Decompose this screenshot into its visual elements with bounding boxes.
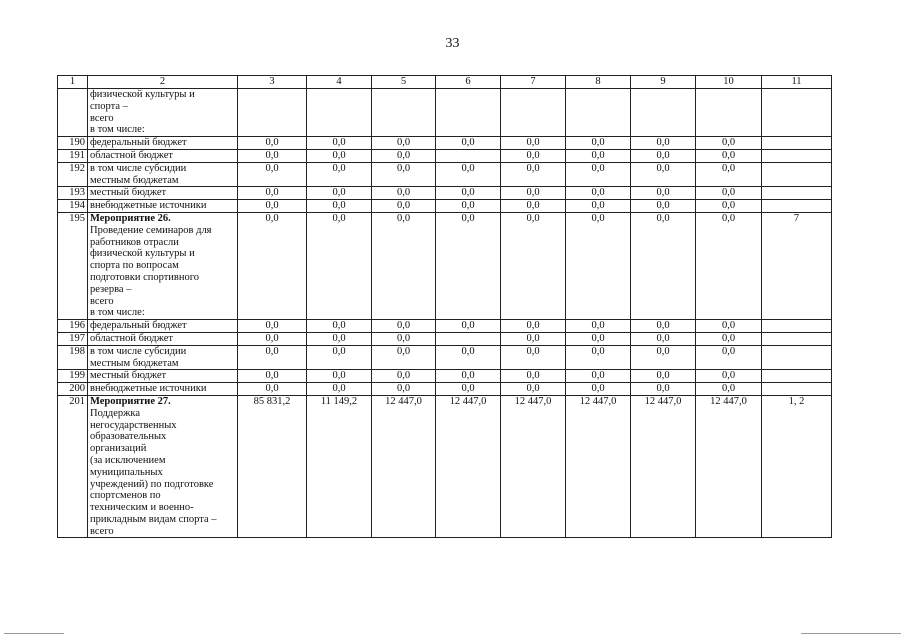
note-cell: 1, 2 [762, 395, 832, 538]
budget-table [57, 75, 832, 538]
value-cell: 0,0 [307, 162, 372, 187]
scan-edge-line [801, 633, 901, 634]
description-line: в том числе субсидии [90, 345, 187, 357]
value-cell: 0,0 [238, 200, 307, 213]
table-row [58, 383, 832, 396]
note-cell [762, 370, 832, 383]
row-description [88, 187, 238, 200]
table-header-row [58, 76, 832, 89]
row-description [88, 345, 238, 370]
description-line: негосударственных [90, 419, 177, 431]
activity-title: Мероприятие 27. [90, 395, 171, 407]
value-cell: 0,0 [307, 149, 372, 162]
value-cell: 0,0 [696, 320, 762, 333]
value-cell: 0,0 [501, 383, 566, 396]
description-line: муниципальных [90, 466, 163, 478]
value-cell: 0,0 [631, 162, 696, 187]
value-cell: 0,0 [631, 149, 696, 162]
description-line: работников отрасли [90, 236, 179, 248]
row-number: 198 [58, 345, 88, 370]
table-row [58, 320, 832, 333]
value-cell: 0,0 [307, 332, 372, 345]
value-cell: 0,0 [566, 162, 631, 187]
value-cell: 0,0 [696, 345, 762, 370]
row-number: 195 [58, 212, 88, 319]
description-line: местный бюджет [90, 370, 167, 382]
value-cell: 0,0 [696, 149, 762, 162]
column-header: 10 [696, 76, 762, 89]
value-cell [436, 89, 501, 137]
description-line: (за исключением [90, 454, 166, 466]
value-cell: 0,0 [436, 345, 501, 370]
table-row [58, 200, 832, 213]
value-cell [238, 89, 307, 137]
value-cell: 12 447,0 [436, 395, 501, 538]
value-cell: 0,0 [238, 162, 307, 187]
description-line: местным бюджетам [90, 357, 179, 369]
row-description [88, 383, 238, 396]
value-cell: 0,0 [238, 332, 307, 345]
description-line: подготовки спортивного [90, 271, 200, 283]
note-cell [762, 89, 832, 137]
value-cell: 0,0 [372, 137, 436, 150]
description-line: областной бюджет [90, 149, 173, 161]
value-cell: 85 831,2 [238, 395, 307, 538]
note-cell [762, 320, 832, 333]
description-line: спорта по вопросам [90, 260, 179, 272]
value-cell: 0,0 [436, 200, 501, 213]
value-cell: 0,0 [307, 200, 372, 213]
description-line: в том числе: [90, 124, 145, 136]
description-line: резерва – [90, 283, 132, 295]
description-line: внебюджетные источники [90, 383, 207, 395]
value-cell: 0,0 [501, 320, 566, 333]
value-cell: 0,0 [631, 332, 696, 345]
table-row [58, 187, 832, 200]
value-cell: 0,0 [631, 383, 696, 396]
description-line: спортсменов по [90, 490, 161, 502]
value-cell: 0,0 [372, 149, 436, 162]
description-line: учреждений) по подготовке [90, 478, 214, 490]
value-cell: 0,0 [696, 370, 762, 383]
table-row [58, 149, 832, 162]
value-cell: 0,0 [372, 212, 436, 319]
row-description [88, 320, 238, 333]
value-cell: 0,0 [372, 320, 436, 333]
row-description [88, 149, 238, 162]
value-cell: 0,0 [696, 200, 762, 213]
value-cell: 0,0 [372, 383, 436, 396]
value-cell: 0,0 [436, 187, 501, 200]
note-cell [762, 200, 832, 213]
description-line: спорта – [90, 100, 128, 112]
value-cell: 12 447,0 [372, 395, 436, 538]
column-header: 8 [566, 76, 631, 89]
value-cell: 0,0 [307, 212, 372, 319]
page-number: 33 [445, 36, 460, 51]
value-cell: 0,0 [501, 137, 566, 150]
value-cell: 0,0 [307, 320, 372, 333]
table-row [58, 137, 832, 150]
value-cell: 0,0 [631, 370, 696, 383]
value-cell: 0,0 [696, 383, 762, 396]
description-line: техническим и военно- [90, 502, 194, 514]
value-cell: 0,0 [238, 370, 307, 383]
value-cell: 0,0 [631, 345, 696, 370]
value-cell: 0,0 [501, 187, 566, 200]
description-line: физической культуры и [90, 89, 195, 100]
row-number: 190 [58, 137, 88, 150]
value-cell: 0,0 [631, 320, 696, 333]
value-cell: 0,0 [631, 212, 696, 319]
note-cell [762, 187, 832, 200]
value-cell: 0,0 [566, 187, 631, 200]
row-number [58, 89, 88, 137]
value-cell: 0,0 [566, 200, 631, 213]
value-cell: 0,0 [696, 162, 762, 187]
value-cell: 0,0 [436, 137, 501, 150]
column-header: 6 [436, 76, 501, 89]
value-cell [566, 89, 631, 137]
value-cell: 0,0 [566, 212, 631, 319]
value-cell: 0,0 [501, 345, 566, 370]
value-cell: 0,0 [696, 212, 762, 319]
value-cell: 0,0 [501, 332, 566, 345]
column-header: 9 [631, 76, 696, 89]
column-header: 11 [762, 76, 832, 89]
value-cell: 0,0 [372, 345, 436, 370]
column-header: 4 [307, 76, 372, 89]
value-cell: 0,0 [436, 370, 501, 383]
value-cell: 12 447,0 [631, 395, 696, 538]
description-line: федеральный бюджет [90, 320, 187, 332]
value-cell: 0,0 [696, 137, 762, 150]
value-cell: 0,0 [307, 345, 372, 370]
value-cell: 0,0 [307, 383, 372, 396]
value-cell: 0,0 [501, 200, 566, 213]
row-number: 196 [58, 320, 88, 333]
note-cell [762, 137, 832, 150]
value-cell: 0,0 [238, 383, 307, 396]
value-cell: 0,0 [501, 162, 566, 187]
table-row [58, 395, 832, 538]
description-line: в том числе: [90, 307, 145, 319]
value-cell: 0,0 [436, 162, 501, 187]
value-cell [501, 89, 566, 137]
value-cell: 0,0 [436, 383, 501, 396]
value-cell: 0,0 [696, 187, 762, 200]
value-cell [372, 89, 436, 137]
table-row [58, 370, 832, 383]
column-header: 2 [88, 76, 238, 89]
value-cell [436, 332, 501, 345]
value-cell: 0,0 [631, 200, 696, 213]
value-cell: 0,0 [238, 149, 307, 162]
value-cell: 0,0 [238, 212, 307, 319]
value-cell [436, 149, 501, 162]
row-number: 200 [58, 383, 88, 396]
row-number: 199 [58, 370, 88, 383]
note-cell [762, 332, 832, 345]
value-cell: 0,0 [566, 345, 631, 370]
value-cell: 0,0 [238, 137, 307, 150]
value-cell: 0,0 [501, 149, 566, 162]
activity-title: Мероприятие 26. [90, 212, 171, 224]
value-cell: 12 447,0 [696, 395, 762, 538]
value-cell: 0,0 [307, 187, 372, 200]
value-cell [631, 89, 696, 137]
value-cell: 0,0 [372, 162, 436, 187]
description-line: всего [90, 112, 114, 124]
value-cell: 0,0 [372, 370, 436, 383]
value-cell: 0,0 [307, 137, 372, 150]
note-cell: 7 [762, 212, 832, 319]
value-cell: 0,0 [372, 187, 436, 200]
value-cell [696, 89, 762, 137]
column-header: 7 [501, 76, 566, 89]
row-number: 194 [58, 200, 88, 213]
description-line: прикладным видам спорта – [90, 513, 217, 525]
value-cell: 0,0 [566, 383, 631, 396]
value-cell: 0,0 [631, 137, 696, 150]
description-line: всего [90, 295, 114, 307]
value-cell: 11 149,2 [307, 395, 372, 538]
row-number: 193 [58, 187, 88, 200]
description-line: Поддержка [90, 407, 140, 419]
description-line: физической культуры и [90, 248, 195, 260]
value-cell: 0,0 [372, 332, 436, 345]
scan-edge-line [4, 633, 64, 634]
value-cell: 0,0 [436, 320, 501, 333]
value-cell: 12 447,0 [501, 395, 566, 538]
description-line: в том числе субсидии [90, 162, 187, 174]
value-cell: 0,0 [501, 212, 566, 319]
description-line: внебюджетные источники [90, 200, 207, 212]
row-description [88, 200, 238, 213]
note-cell [762, 149, 832, 162]
value-cell: 0,0 [372, 200, 436, 213]
row-description [88, 370, 238, 383]
note-cell [762, 383, 832, 396]
row-description [88, 162, 238, 187]
row-description [88, 89, 238, 137]
note-cell [762, 162, 832, 187]
value-cell [307, 89, 372, 137]
description-line: местным бюджетам [90, 174, 179, 186]
value-cell: 0,0 [238, 320, 307, 333]
description-line: организаций [90, 443, 147, 455]
row-number: 192 [58, 162, 88, 187]
description-line: всего [90, 525, 114, 537]
description-line: областной бюджет [90, 332, 173, 344]
value-cell: 12 447,0 [566, 395, 631, 538]
column-header: 1 [58, 76, 88, 89]
value-cell: 0,0 [566, 370, 631, 383]
value-cell: 0,0 [566, 320, 631, 333]
row-description [88, 395, 238, 538]
value-cell: 0,0 [238, 345, 307, 370]
row-number: 201 [58, 395, 88, 538]
row-number: 191 [58, 149, 88, 162]
table-row [58, 345, 832, 370]
note-cell [762, 345, 832, 370]
value-cell: 0,0 [307, 370, 372, 383]
value-cell: 0,0 [631, 187, 696, 200]
description-line: образовательных [90, 431, 167, 443]
table-row [58, 162, 832, 187]
column-header: 3 [238, 76, 307, 89]
value-cell: 0,0 [696, 332, 762, 345]
value-cell: 0,0 [566, 137, 631, 150]
value-cell: 0,0 [436, 212, 501, 319]
row-description [88, 137, 238, 150]
table-row [58, 332, 832, 345]
value-cell: 0,0 [566, 332, 631, 345]
row-description [88, 332, 238, 345]
description-line: местный бюджет [90, 187, 167, 199]
value-cell: 0,0 [238, 187, 307, 200]
value-cell: 0,0 [566, 149, 631, 162]
column-header: 5 [372, 76, 436, 89]
description-line: федеральный бюджет [90, 137, 187, 149]
row-description [88, 212, 238, 319]
table-row [58, 89, 832, 137]
value-cell: 0,0 [501, 370, 566, 383]
row-number: 197 [58, 332, 88, 345]
description-line: Проведение семинаров для [90, 224, 212, 236]
table-row [58, 212, 832, 319]
